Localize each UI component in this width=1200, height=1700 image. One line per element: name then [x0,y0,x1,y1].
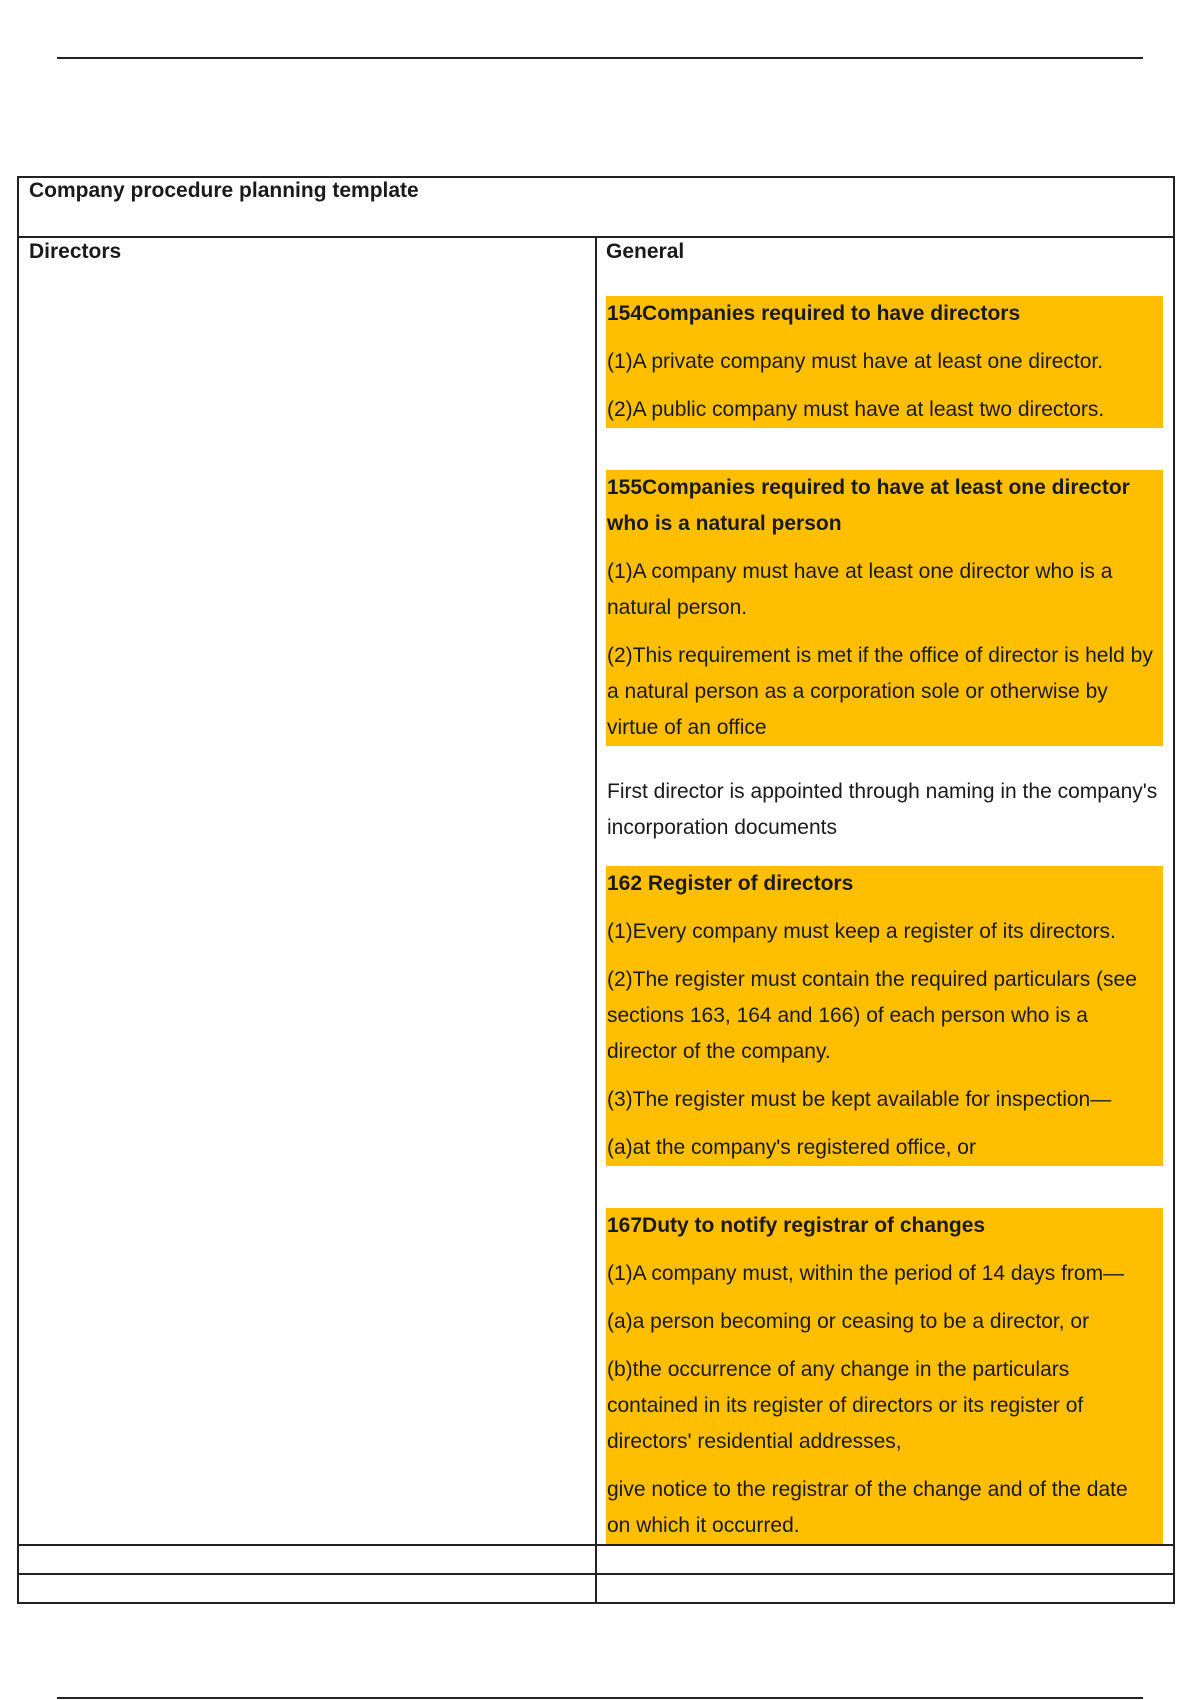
section-155-block [606,470,1163,746]
procedure-planning-table [17,176,1175,1604]
section-line: (2)A public company must have at least two directors. [607,398,1105,421]
section-line: (1)A company must have at least one director who is a natural person. [607,560,1113,619]
section-line: (1)A private company must have at least one director. [607,350,1104,373]
empty-cell [596,1545,1174,1574]
general-heading: General [606,240,685,263]
first-director-note: First director is appointed through naming in the company's incorporation documents [607,780,1158,839]
section-line: (a)at the company's registered office, or [607,1136,976,1159]
empty-cell [18,1545,596,1574]
section-line: (2)The register must contain the required particulars (see sections 163, 164 and 166) of each person who is a director of the company. [607,968,1137,1063]
section-line: (3)The register must be kept available for inspection— [607,1088,1112,1111]
row-label-directors: Directors [29,240,122,263]
section-162-block [606,866,1163,1166]
section-line: (1)A company must, within the period of 14 days from— [607,1262,1125,1285]
section-line: (2)This requirement is met if the office of director is held by a natural person as a corporation sole or otherwise by virtue of an office [607,644,1153,739]
section-title: 154Companies required to have directors [607,302,1021,325]
empty-cell [596,1574,1174,1603]
section-title: 167Duty to notify registrar of changes [607,1214,986,1237]
row-label-cell [18,237,596,1545]
table-title-cell [18,177,1174,237]
table-row-empty [18,1574,1174,1603]
section-line: (a)a person becoming or ceasing to be a director, or [607,1310,1090,1333]
header-rule [57,57,1143,59]
footer-rule [57,1697,1143,1699]
section-154-block [606,296,1163,428]
empty-cell [18,1574,596,1603]
section-title: 155Companies required to have at least one director who is a natural person [607,476,1130,535]
table-row-empty [18,1545,1174,1574]
section-167-block [606,1208,1163,1544]
section-title: 162 Register of directors [607,872,854,895]
content-cell [596,237,1174,1545]
section-line: (1)Every company must keep a register of its directors. [607,920,1116,943]
section-line: (b)the occurrence of any change in the particulars contained in its register of directors or its register of directors' residential addresses, [607,1358,1084,1453]
section-line: give notice to the registrar of the change and of the date on which it occurred. [607,1478,1128,1537]
table-title: Company procedure planning template [29,179,419,202]
